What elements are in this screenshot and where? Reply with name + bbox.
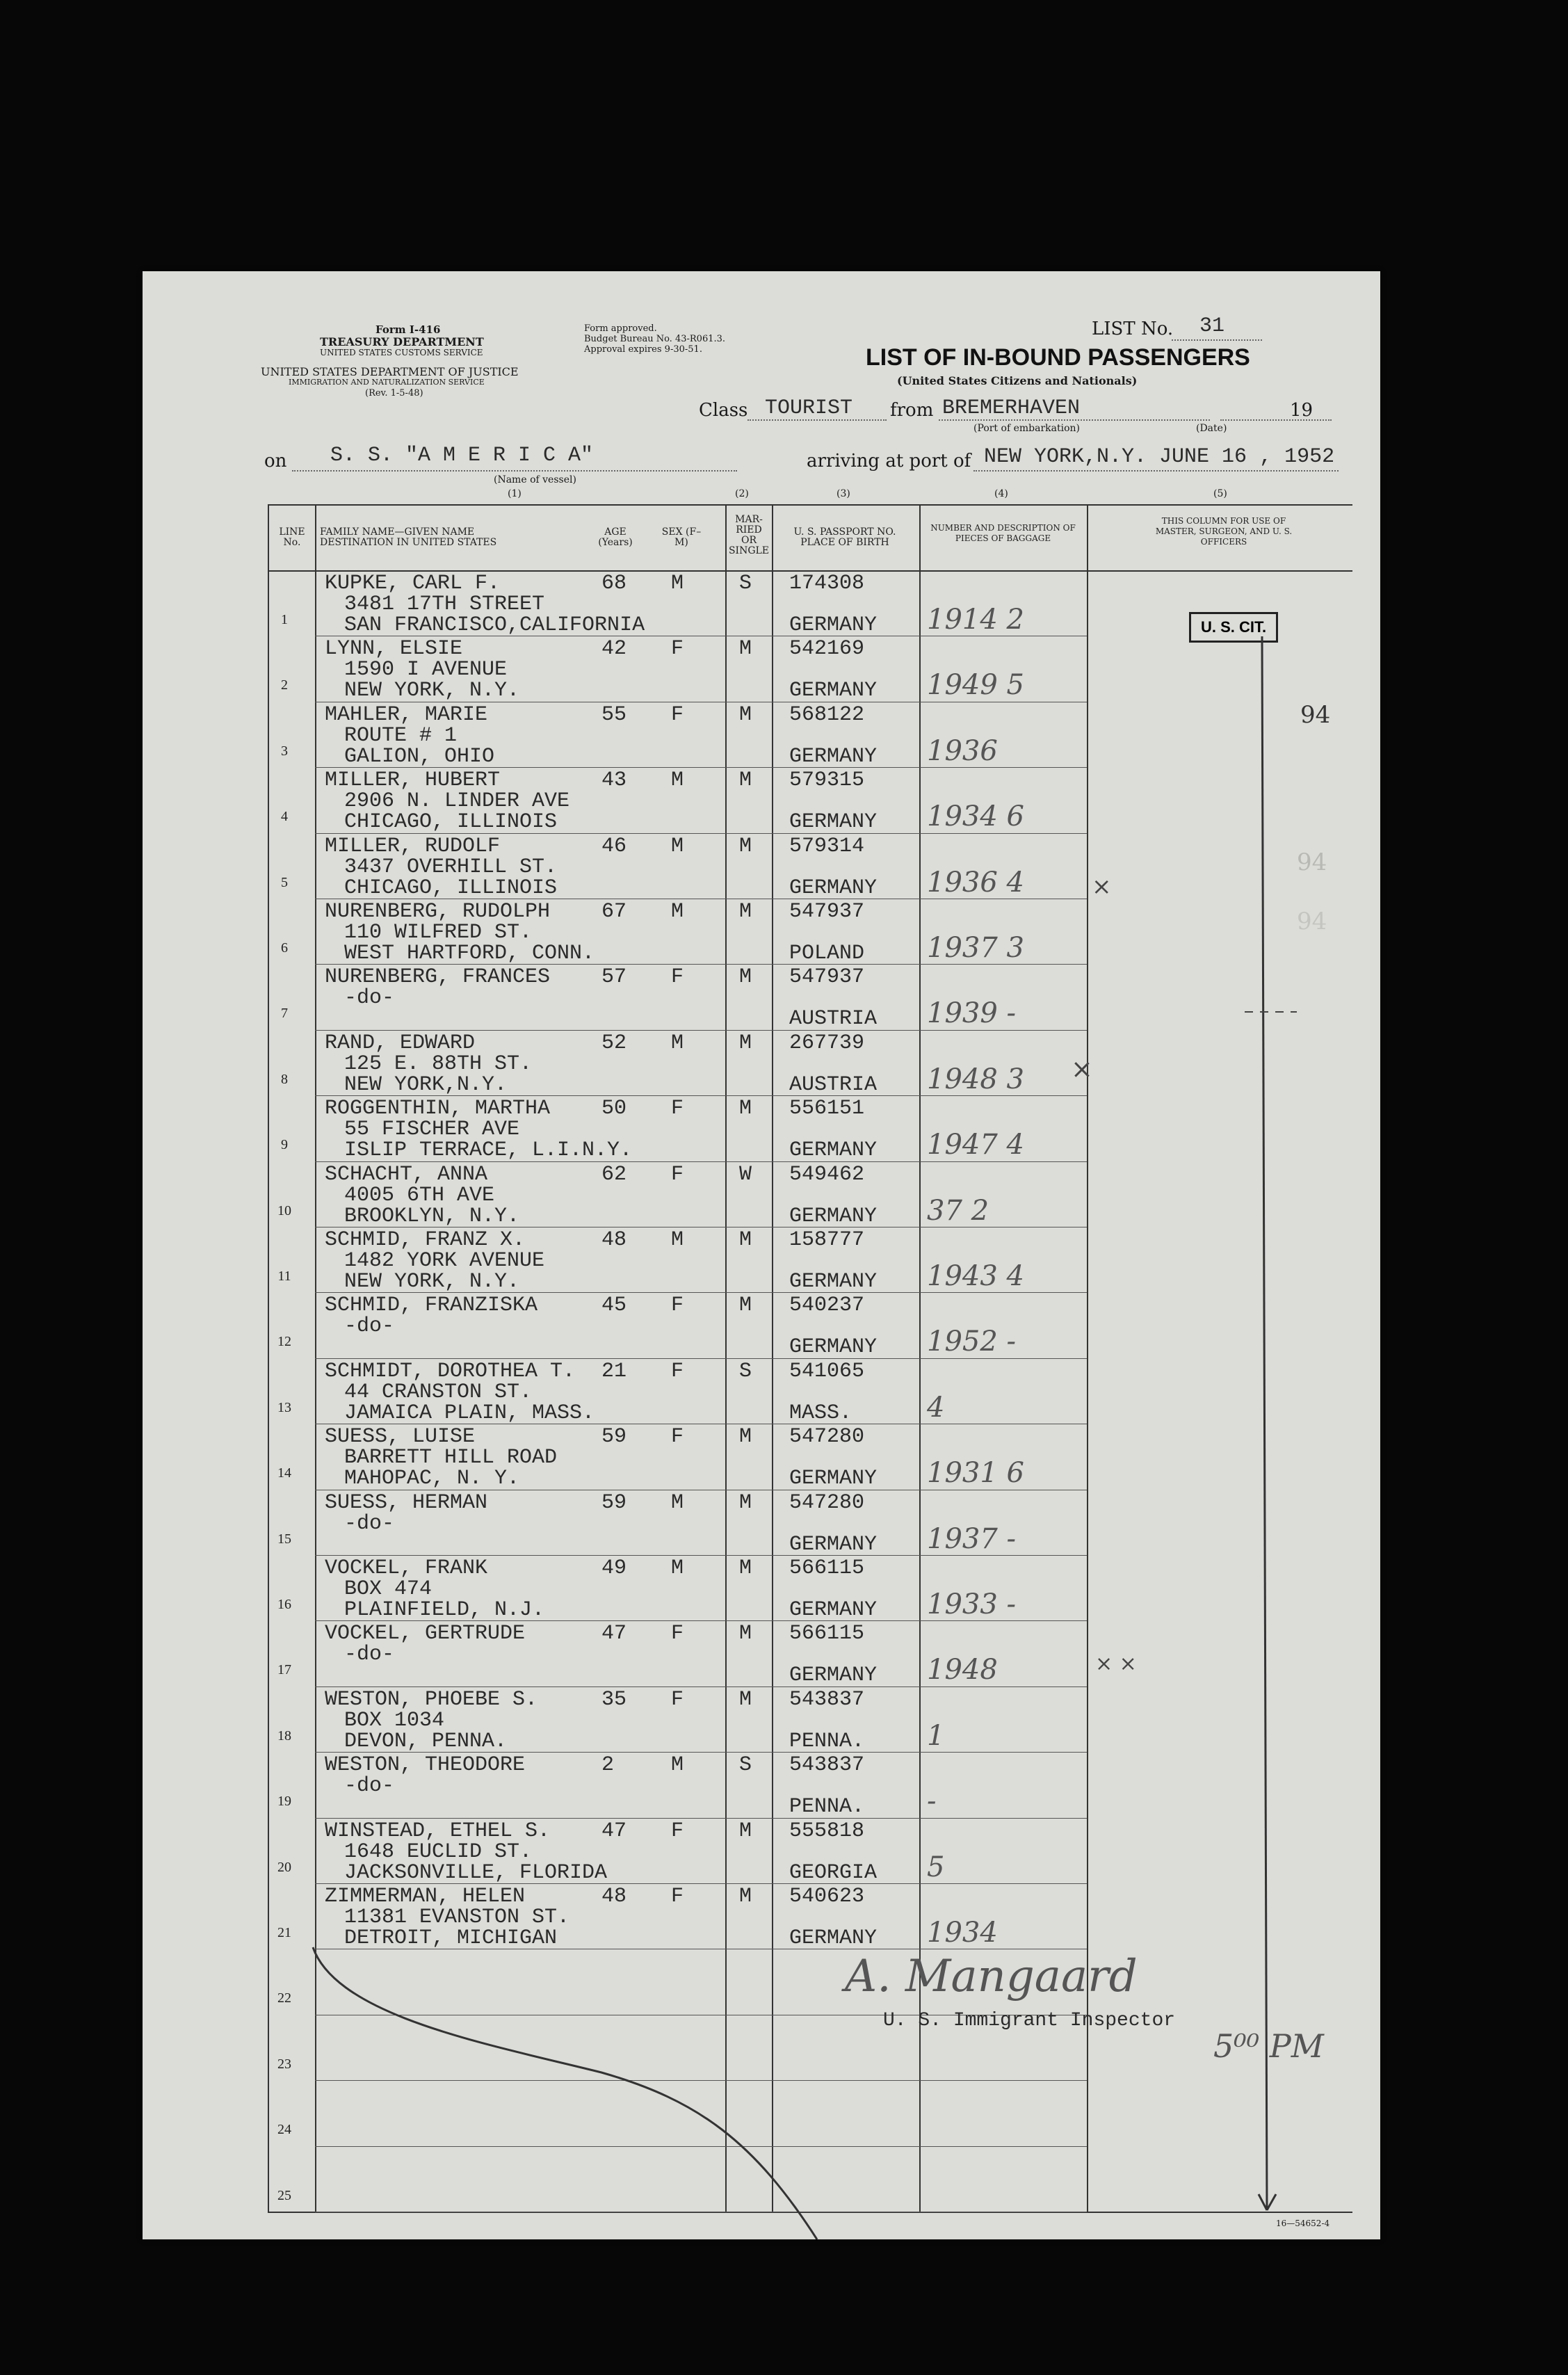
customs-service: UNITED STATES CUSTOMS SERVICE <box>320 348 483 357</box>
passport-number: 547280 <box>789 1425 865 1449</box>
passenger-name: VOCKEL, FRANK <box>325 1556 488 1580</box>
passenger-address-street: 1648 EUCLID ST. <box>344 1839 533 1864</box>
passenger-age: 48 <box>601 1228 627 1252</box>
passenger-age: 50 <box>601 1097 627 1121</box>
passenger-sex: F <box>671 1097 684 1121</box>
row-divider <box>315 1555 1087 1556</box>
row-divider <box>315 1030 1087 1031</box>
print-code: 16—54652-4 <box>1276 2219 1330 2228</box>
date-note: (Date) <box>1196 423 1227 434</box>
passenger-sex: M <box>671 1556 684 1580</box>
faint-94-top: 94 <box>1297 848 1327 876</box>
form-number: Form I-416 <box>375 323 441 336</box>
passport-number: 549462 <box>789 1162 865 1186</box>
passenger-name: SCHACHT, ANNA <box>325 1162 488 1186</box>
col-line-header: LINE No. <box>279 526 305 548</box>
passenger-address-street: ROUTE # 1 <box>344 723 458 748</box>
col-num-3: (3) <box>836 488 850 499</box>
passenger-sex: F <box>671 1162 684 1186</box>
place-of-birth: GERMANY <box>789 1335 878 1360</box>
passenger-name: ZIMMERMAN, HELEN <box>325 1885 526 1908</box>
place-of-birth: GERMANY <box>789 1598 878 1622</box>
passenger-name: LYNN, ELSIE <box>325 637 463 661</box>
list-no-label: LIST No. <box>1092 319 1174 339</box>
passenger-name: MILLER, RUDOLF <box>325 834 501 858</box>
passenger-address-street: BARRETT HILL ROAD <box>344 1446 558 1470</box>
baggage-note: 4 <box>927 1391 945 1424</box>
list-subtitle: (United States Citizens and Nationals) <box>897 374 1138 387</box>
passenger-address-street: 44 CRANSTON ST. <box>344 1380 533 1404</box>
passenger-address-street: 3481 17TH STREET <box>344 593 545 616</box>
us-citizen-stamp: U. S. CIT. <box>1189 612 1278 643</box>
passenger-name: SCHMID, FRANZ X. <box>325 1228 526 1252</box>
place-of-birth: GERMANY <box>789 679 878 703</box>
passport-number: 566115 <box>789 1556 865 1580</box>
passport-number: 542169 <box>789 637 865 661</box>
ins-service: IMMIGRATION AND NATURALIZATION SERVICE <box>289 378 485 387</box>
passenger-age: 47 <box>601 1622 627 1646</box>
row-divider <box>315 1358 1087 1359</box>
place-of-birth: GERMANY <box>789 744 878 768</box>
passenger-address-city: PLAINFIELD, N.J. <box>344 1598 545 1622</box>
from-label: from <box>890 400 934 421</box>
baggage-note: 37 2 <box>927 1194 989 1227</box>
passenger-address-city: NEW YORK,N.Y. <box>344 1072 508 1097</box>
marital-status: M <box>739 1425 752 1449</box>
place-of-birth: GERMANY <box>789 613 878 637</box>
passenger-sex: M <box>671 1031 684 1055</box>
line-number: 10 <box>277 1202 291 1218</box>
passenger-name: WINSTEAD, ETHEL S. <box>325 1819 551 1843</box>
passenger-address-street: 125 E. 88TH ST. <box>344 1052 533 1076</box>
place-of-birth: GEORGIA <box>789 1860 878 1885</box>
passenger-sex: F <box>671 637 684 661</box>
passenger-sex: M <box>671 900 684 924</box>
passenger-name: KUPKE, CARL F. <box>325 572 501 595</box>
baggage-note: 1949 5 <box>927 669 1024 702</box>
col-officers-header: THIS COLUMN FOR USE OF MASTER, SURGEON, AND U. S. OFFICERS <box>1155 516 1293 547</box>
class-value: TOURIST <box>765 396 853 420</box>
cancel-curve <box>143 1933 1380 2239</box>
place-of-birth: AUSTRIA <box>789 1007 878 1031</box>
row-divider <box>315 1686 1087 1687</box>
line-number: 1 <box>281 612 288 627</box>
passport-number: 174308 <box>789 572 865 595</box>
marital-status: M <box>739 1031 752 1055</box>
vessel-name: S. S. "A M E R I C A" <box>330 444 594 467</box>
passenger-sex: M <box>671 834 684 858</box>
passenger-address-street: -do- <box>344 1643 395 1667</box>
passenger-address-city: DEVON, PENNA. <box>344 1729 508 1753</box>
col-married-header: MAR-RIED OR SINGLE <box>728 514 770 556</box>
passenger-address-street: 1590 I AVENUE <box>344 658 508 682</box>
col-sex-header: SEX (F–M) <box>661 526 702 548</box>
passenger-age: 62 <box>601 1162 627 1186</box>
on-label: on <box>264 451 287 472</box>
passport-number: 547937 <box>789 965 865 990</box>
place-of-birth: GERMANY <box>789 1270 878 1294</box>
place-of-birth: GERMANY <box>789 1926 878 1950</box>
passenger-name: ROGGENTHIN, MARTHA <box>325 1097 551 1121</box>
x-mark-line-5: × <box>1092 873 1112 901</box>
passenger-address-street: -do- <box>344 986 395 1011</box>
line-number: 9 <box>281 1137 288 1153</box>
col-num-1: (1) <box>508 488 522 499</box>
passenger-age: 59 <box>601 1490 627 1515</box>
passenger-address-city: DETROIT, MICHIGAN <box>344 1926 558 1950</box>
budget-bureau: Budget Bureau No. 43-R061.3. <box>584 334 726 344</box>
marital-status: M <box>739 900 752 924</box>
form-revision: (Rev. 1-5-48) <box>365 388 423 398</box>
passenger-name: SUESS, HERMAN <box>325 1490 488 1515</box>
passenger-address-street: 110 WILFRED ST. <box>344 921 533 944</box>
passenger-age: 46 <box>601 834 627 858</box>
list-number: 31 <box>1199 314 1225 338</box>
line-number: 21 <box>277 1925 291 1940</box>
x-mark-line-17: × × <box>1095 1652 1137 1676</box>
baggage-note: 1937 3 <box>927 932 1024 964</box>
line-number: 19 <box>277 1794 291 1810</box>
passenger-sex: M <box>671 1490 684 1515</box>
baggage-note: 1933 - <box>927 1588 1017 1620</box>
marital-status: S <box>739 1753 752 1778</box>
line-number: 15 <box>277 1531 291 1547</box>
passenger-age: 49 <box>601 1556 627 1580</box>
passenger-address-city: GALION, OHIO <box>344 744 495 768</box>
passenger-name: SCHMID, FRANZISKA <box>325 1294 538 1318</box>
col-age-header: AGE (Years) <box>598 526 633 548</box>
passenger-age: 2 <box>601 1753 615 1778</box>
handwritten-94: 94 <box>1300 701 1331 729</box>
justice-dept: UNITED STATES DEPARTMENT OF JUSTICE <box>261 365 519 378</box>
passenger-age: 48 <box>601 1885 627 1908</box>
marital-status: M <box>739 1556 752 1580</box>
passenger-address-city: NEW YORK, N.Y. <box>344 1270 520 1294</box>
passenger-address-city: JACKSONVILLE, FLORIDA <box>344 1860 608 1885</box>
handwritten-time: 5⁰⁰ PM <box>1213 2027 1324 2065</box>
port-note: (Port of embarkation) <box>973 423 1080 434</box>
passenger-address-city: JAMAICA PLAIN, MASS. <box>344 1401 595 1425</box>
passport-number: 540623 <box>789 1885 865 1908</box>
marital-status: M <box>739 834 752 858</box>
baggage-note: 5 <box>927 1851 945 1883</box>
baggage-note: 1948 <box>927 1654 998 1686</box>
passport-number: 547937 <box>789 900 865 924</box>
passenger-address-street: 11381 EVANSTON ST. <box>344 1906 570 1929</box>
marital-status: M <box>739 1490 752 1515</box>
passport-number: 267739 <box>789 1031 865 1055</box>
line-number: 24 <box>277 2122 291 2138</box>
marital-status: M <box>739 637 752 661</box>
baggage-note: - <box>927 1785 937 1818</box>
inspector-signature: A. Mangaard <box>845 1951 1138 2002</box>
passport-number: 579314 <box>789 834 865 858</box>
passenger-sex: F <box>671 1819 684 1843</box>
baggage-note: 1914 2 <box>927 604 1024 636</box>
passenger-age: 43 <box>601 768 627 793</box>
passenger-address-street: 2906 N. LINDER AVE <box>344 789 570 814</box>
passenger-address-street: -do- <box>344 1314 395 1339</box>
passport-number: 158777 <box>789 1228 865 1252</box>
passenger-age: 52 <box>601 1031 627 1055</box>
passenger-address-city: SAN FRANCISCO,CALIFORNIA <box>344 613 645 637</box>
marital-status: S <box>739 1359 752 1383</box>
passenger-name: WESTON, PHOEBE S. <box>325 1687 538 1712</box>
treasury-dept: TREASURY DEPARTMENT <box>320 335 484 348</box>
port-of-embarkation: BREMERHAVEN <box>942 396 1081 420</box>
passenger-sex: M <box>671 1753 684 1778</box>
baggage-note: 1939 - <box>927 997 1017 1030</box>
line-number: 2 <box>281 677 288 693</box>
passenger-name: MILLER, HUBERT <box>325 768 501 793</box>
col-baggage-header: NUMBER AND DESCRIPTION OF PIECES OF BAGGAGE <box>930 523 1076 543</box>
line-number: 13 <box>277 1399 291 1415</box>
passenger-address-city: ISLIP TERRACE, L.I.N.Y. <box>344 1138 633 1163</box>
passenger-address-city: NEW YORK, N.Y. <box>344 679 520 703</box>
row-divider <box>315 1818 1087 1819</box>
place-of-birth: GERMANY <box>789 1467 878 1491</box>
passenger-sex: F <box>671 1622 684 1646</box>
passenger-name: MAHLER, MARIE <box>325 702 488 727</box>
marital-status: M <box>739 1819 752 1843</box>
line-number: 6 <box>281 940 288 956</box>
form-approved: Form approved. <box>584 323 657 334</box>
passenger-sex: F <box>671 702 684 727</box>
line-number: 3 <box>281 743 288 759</box>
passenger-address-city: MAHOPAC, N. Y. <box>344 1467 520 1491</box>
passport-number: 566115 <box>789 1622 865 1646</box>
passenger-sex: M <box>671 572 684 595</box>
passenger-sex: M <box>671 768 684 793</box>
passport-number: 543837 <box>789 1753 865 1778</box>
passport-number: 547280 <box>789 1490 865 1515</box>
passenger-sex: F <box>671 1687 684 1712</box>
baggage-note: 1947 4 <box>927 1129 1024 1161</box>
passenger-sex: F <box>671 1294 684 1318</box>
passenger-address-street: -do- <box>344 1774 395 1798</box>
baggage-note: 1948 3 <box>927 1063 1024 1095</box>
col-passport-header: U. S. PASSPORT NO. PLACE OF BIRTH <box>793 526 896 548</box>
place-of-birth: GERMANY <box>789 1532 878 1556</box>
approval-expiry: Approval expires 9-30-51. <box>584 344 702 355</box>
col-num-4: (4) <box>994 488 1008 499</box>
passenger-name: WESTON, THEODORE <box>325 1753 526 1778</box>
place-of-birth: PENNA. <box>789 1729 865 1753</box>
passenger-address-street: 4005 6TH AVE <box>344 1183 495 1207</box>
line-number: 12 <box>277 1334 291 1350</box>
passenger-age: 45 <box>601 1294 627 1318</box>
marital-status: M <box>739 1228 752 1252</box>
manifest-page <box>143 271 1380 2239</box>
place-of-birth: GERMANY <box>789 1138 878 1163</box>
baggage-note: 1934 <box>927 1917 998 1949</box>
passport-number: 541065 <box>789 1359 865 1383</box>
passenger-age: 47 <box>601 1819 627 1843</box>
inspector-title: U. S. Immigrant Inspector <box>883 2010 1176 2031</box>
arriving-label: arriving at port of <box>807 451 971 472</box>
passenger-name: NURENBERG, FRANCES <box>325 965 551 990</box>
passenger-sex: M <box>671 1228 684 1252</box>
passenger-age: 68 <box>601 572 627 595</box>
passenger-sex: F <box>671 1359 684 1383</box>
line-number: 7 <box>281 1006 288 1022</box>
line-number: 14 <box>277 1465 291 1481</box>
passenger-sex: F <box>671 1885 684 1908</box>
passenger-name: NURENBERG, RUDOLPH <box>325 900 551 924</box>
marital-status: M <box>739 702 752 727</box>
baggage-note: 1952 - <box>927 1326 1017 1358</box>
passenger-age: 55 <box>601 702 627 727</box>
passenger-name: SUESS, LUISE <box>325 1425 476 1449</box>
year-prefix: 19 <box>1290 400 1314 421</box>
place-of-birth: GERMANY <box>789 876 878 900</box>
marital-status: M <box>739 1294 752 1318</box>
baggage-note: 1936 <box>927 734 998 767</box>
list-title: LIST OF IN-BOUND PASSENGERS <box>866 344 1250 371</box>
passenger-address-city: CHICAGO, ILLINOIS <box>344 876 558 900</box>
passenger-address-street: -do- <box>344 1511 395 1536</box>
line-number: 16 <box>277 1597 291 1612</box>
passenger-name: SCHMIDT, DOROTHEA T. <box>325 1359 576 1383</box>
place-of-birth: AUSTRIA <box>789 1072 878 1097</box>
marital-status: M <box>739 1622 752 1646</box>
line-number: 8 <box>281 1071 288 1087</box>
marital-status: S <box>739 572 752 595</box>
place-of-birth: GERMANY <box>789 810 878 835</box>
line-number: 5 <box>281 874 288 890</box>
baggage-note: 1943 4 <box>927 1260 1024 1292</box>
passport-number: 555818 <box>789 1819 865 1843</box>
vessel-note: (Name of vessel) <box>494 474 576 485</box>
line-number: 23 <box>277 2056 291 2072</box>
passport-number: 556151 <box>789 1097 865 1121</box>
line-number: 4 <box>281 809 288 825</box>
passenger-name: RAND, EDWARD <box>325 1031 476 1055</box>
place-of-birth: GERMANY <box>789 1204 878 1228</box>
baggage-note: 1937 - <box>927 1522 1017 1555</box>
passenger-address-street: BOX 474 <box>344 1577 433 1601</box>
passenger-address-city: WEST HARTFORD, CONN. <box>344 942 595 965</box>
passenger-age: 67 <box>601 900 627 924</box>
marital-status: M <box>739 1687 752 1712</box>
passenger-age: 42 <box>601 637 627 661</box>
passport-number: 579315 <box>789 768 865 793</box>
place-of-birth: POLAND <box>789 942 865 965</box>
line-number: 20 <box>277 1859 291 1875</box>
place-of-birth: GERMANY <box>789 1664 878 1688</box>
line-number: 18 <box>277 1728 291 1744</box>
passenger-address-city: BROOKLYN, N.Y. <box>344 1204 520 1228</box>
passenger-address-street: 1482 YORK AVENUE <box>344 1249 545 1273</box>
baggage-note: 1936 4 <box>927 866 1024 899</box>
passenger-age: 21 <box>601 1359 627 1383</box>
passenger-sex: F <box>671 1425 684 1449</box>
col-name-header: FAMILY NAME—GIVEN NAME DESTINATION IN UNITED STATES <box>320 526 497 548</box>
line-number: 22 <box>277 1990 291 2006</box>
class-label: Class <box>699 400 748 421</box>
place-of-birth: MASS. <box>789 1401 852 1425</box>
baggage-note: 1 <box>927 1719 945 1752</box>
marital-status: M <box>739 965 752 990</box>
passenger-address-street: 55 FISCHER AVE <box>344 1118 520 1142</box>
faint-94-bottom: 94 <box>1297 908 1327 935</box>
line-number: 11 <box>277 1269 291 1284</box>
baggage-note: 1934 6 <box>927 800 1024 833</box>
arrival-port-date: NEW YORK,N.Y. JUNE 16 , 1952 <box>984 445 1335 469</box>
col-num-5: (5) <box>1213 488 1227 499</box>
passenger-age: 35 <box>601 1687 627 1712</box>
x-mark-line-8: × <box>1071 1054 1093 1084</box>
marital-status: M <box>739 1097 752 1121</box>
passenger-name: VOCKEL, GERTRUDE <box>325 1622 526 1646</box>
line-number: 17 <box>277 1662 291 1678</box>
baggage-note: 1931 6 <box>927 1457 1024 1490</box>
passenger-sex: F <box>671 965 684 990</box>
passport-number: 568122 <box>789 702 865 727</box>
place-of-birth: PENNA. <box>789 1795 865 1819</box>
passenger-address-street: BOX 1034 <box>344 1708 445 1732</box>
marital-status: M <box>739 768 752 793</box>
passport-number: 540237 <box>789 1294 865 1318</box>
marital-status: M <box>739 1885 752 1908</box>
passenger-address-street: 3437 OVERHILL ST. <box>344 855 558 879</box>
passenger-address-city: CHICAGO, ILLINOIS <box>344 810 558 835</box>
marital-status: W <box>739 1162 752 1186</box>
col-num-2: (2) <box>735 488 749 499</box>
passenger-age: 59 <box>601 1425 627 1449</box>
line-number: 25 <box>277 2187 291 2203</box>
passenger-age: 57 <box>601 965 627 990</box>
passport-number: 543837 <box>789 1687 865 1712</box>
